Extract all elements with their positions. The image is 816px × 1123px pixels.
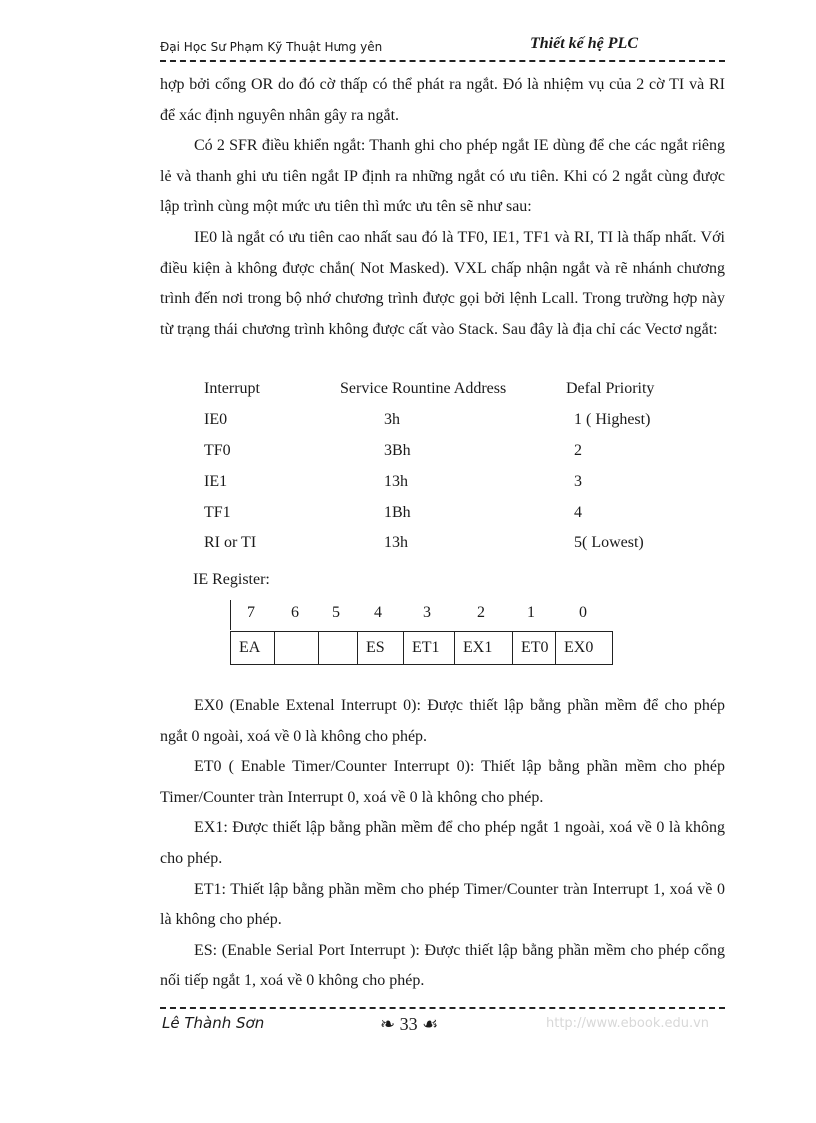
paragraph-2: Có 2 SFR điều khiển ngắt: Thanh ghi cho phép ngắt IE dùng để che các ngắt riêng lẻ và thanh ghi ưu tiên ngắt IP định ra những ngắt có ưu tiên. Khi có 2 ngắt cùng được lập trình cùng một mức ưu tiên thì mức ưu tên sẽ như sau: <box>160 137 725 216</box>
cell-address: 3Bh <box>384 441 411 459</box>
description-et0: ET0 ( Enable Timer/Counter Interrupt 0): Thiết lập bằng phần mềm cho phép Timer/Counter tràn Interrupt 0, xoá về 0 là không cho phép. <box>160 758 725 806</box>
header-divider <box>160 60 725 62</box>
bit-number: 2 <box>477 604 485 621</box>
bit-number-row <box>230 600 611 630</box>
bit-number: 1 <box>527 604 535 621</box>
ornament-right-icon: ☙ <box>417 1014 439 1034</box>
description-ex1: EX1: Được thiết lập bằng phần mềm để cho phép ngắt 1 ngoài, xoá về 0 là không cho phép. <box>160 819 725 867</box>
bit-number: 7 <box>247 604 255 621</box>
register-bit <box>319 632 358 665</box>
footer-author: Lê Thành Sơn <box>162 1014 265 1032</box>
register-bit: ET1 <box>404 632 455 665</box>
register-bit <box>275 632 319 665</box>
page-number <box>380 1014 438 1035</box>
paragraph-1: hợp bởi cổng OR do đó cờ thấp có thể phát ra ngắt. Đó là nhiệm vụ của 2 cờ TI và RI để xác định nguyên nhân gây ra ngắt. <box>160 76 725 124</box>
register-bits-row <box>231 632 613 665</box>
cell-priority: 1 ( Highest) <box>574 410 651 428</box>
description-et1: ET1: Thiết lập bằng phần mềm cho phép Timer/Counter tràn Interrupt 1, xoá về 0 là không cho phép. <box>160 880 725 929</box>
header-school: Đại Học Sư Phạm Kỹ Thuật Hưng yên <box>160 40 383 54</box>
cell-priority: 2 <box>574 441 582 459</box>
cell-address: 13h <box>384 534 408 552</box>
register-bit: ET0 <box>513 632 556 665</box>
bit-number: 3 <box>423 604 431 621</box>
cell-interrupt: IE0 <box>204 410 228 428</box>
register-bit: EX1 <box>455 632 513 665</box>
page-number-value: 33 <box>399 1014 418 1034</box>
bit-number: 4 <box>374 604 382 621</box>
description-es: ES: (Enable Serial Port Interrupt ): Được thiết lập bằng phần mềm cho phép cổng nối tiếp ngắt 1, xoá về 0 không cho phép. <box>160 941 725 990</box>
register-bit: EA <box>231 632 275 665</box>
cell-address: 13h <box>384 472 408 490</box>
description-ex0: EX0 (Enable Extenal Interrupt 0): Được thiết lập bằng phần mềm để cho phép ngắt 0 ngoài, xoá về 0 là không cho phép. <box>160 697 725 745</box>
bit-number: 0 <box>579 604 587 621</box>
register-bit: EX0 <box>556 632 613 665</box>
header-interrupt: Interrupt <box>204 380 260 397</box>
ie-register-label: IE Register: <box>193 571 270 588</box>
register-bit: ES <box>358 632 404 665</box>
intro-text <box>160 70 725 345</box>
cell-interrupt: IE1 <box>204 472 228 490</box>
ie-register-table <box>230 631 613 665</box>
cell-interrupt: TF0 <box>204 441 231 459</box>
cell-priority: 5( Lowest) <box>574 534 644 552</box>
cell-address: 1Bh <box>384 503 411 521</box>
header-address: Service Rountine Address <box>340 380 507 397</box>
cell-interrupt: TF1 <box>204 503 231 521</box>
bit-number: 6 <box>291 604 299 621</box>
paragraph-3: IE0 là ngắt có ưu tiên cao nhất sau đó là TF0, IE1, TF1 và RI, TI là thấp nhất. Với điều kiện à không được chắn( Not Masked). VXL chấp nhận ngắt và rẽ nhánh chương trình đến nơi trong bộ nhớ chương trình được gọi bởi lệnh Lcall. Trong trường hợp này từ trạng thái chương trình không được cất vào Stack. Sau đây là địa chỉ các Vectơ ngắt: <box>160 228 725 338</box>
header-priority: Defal Priority <box>566 380 655 397</box>
cell-interrupt: RI or TI <box>204 534 257 552</box>
cell-priority: 3 <box>574 472 582 490</box>
footer-divider <box>160 1007 725 1009</box>
bit-descriptions <box>160 691 725 997</box>
bit-number: 5 <box>332 604 340 621</box>
cell-address: 3h <box>384 410 400 428</box>
footer-watermark: http://www.ebook.edu.vn <box>546 1016 710 1031</box>
cell-priority: 4 <box>574 503 582 521</box>
header-title: Thiết kế hệ PLC <box>530 35 638 52</box>
ornament-left-icon: ❧ <box>380 1014 400 1034</box>
